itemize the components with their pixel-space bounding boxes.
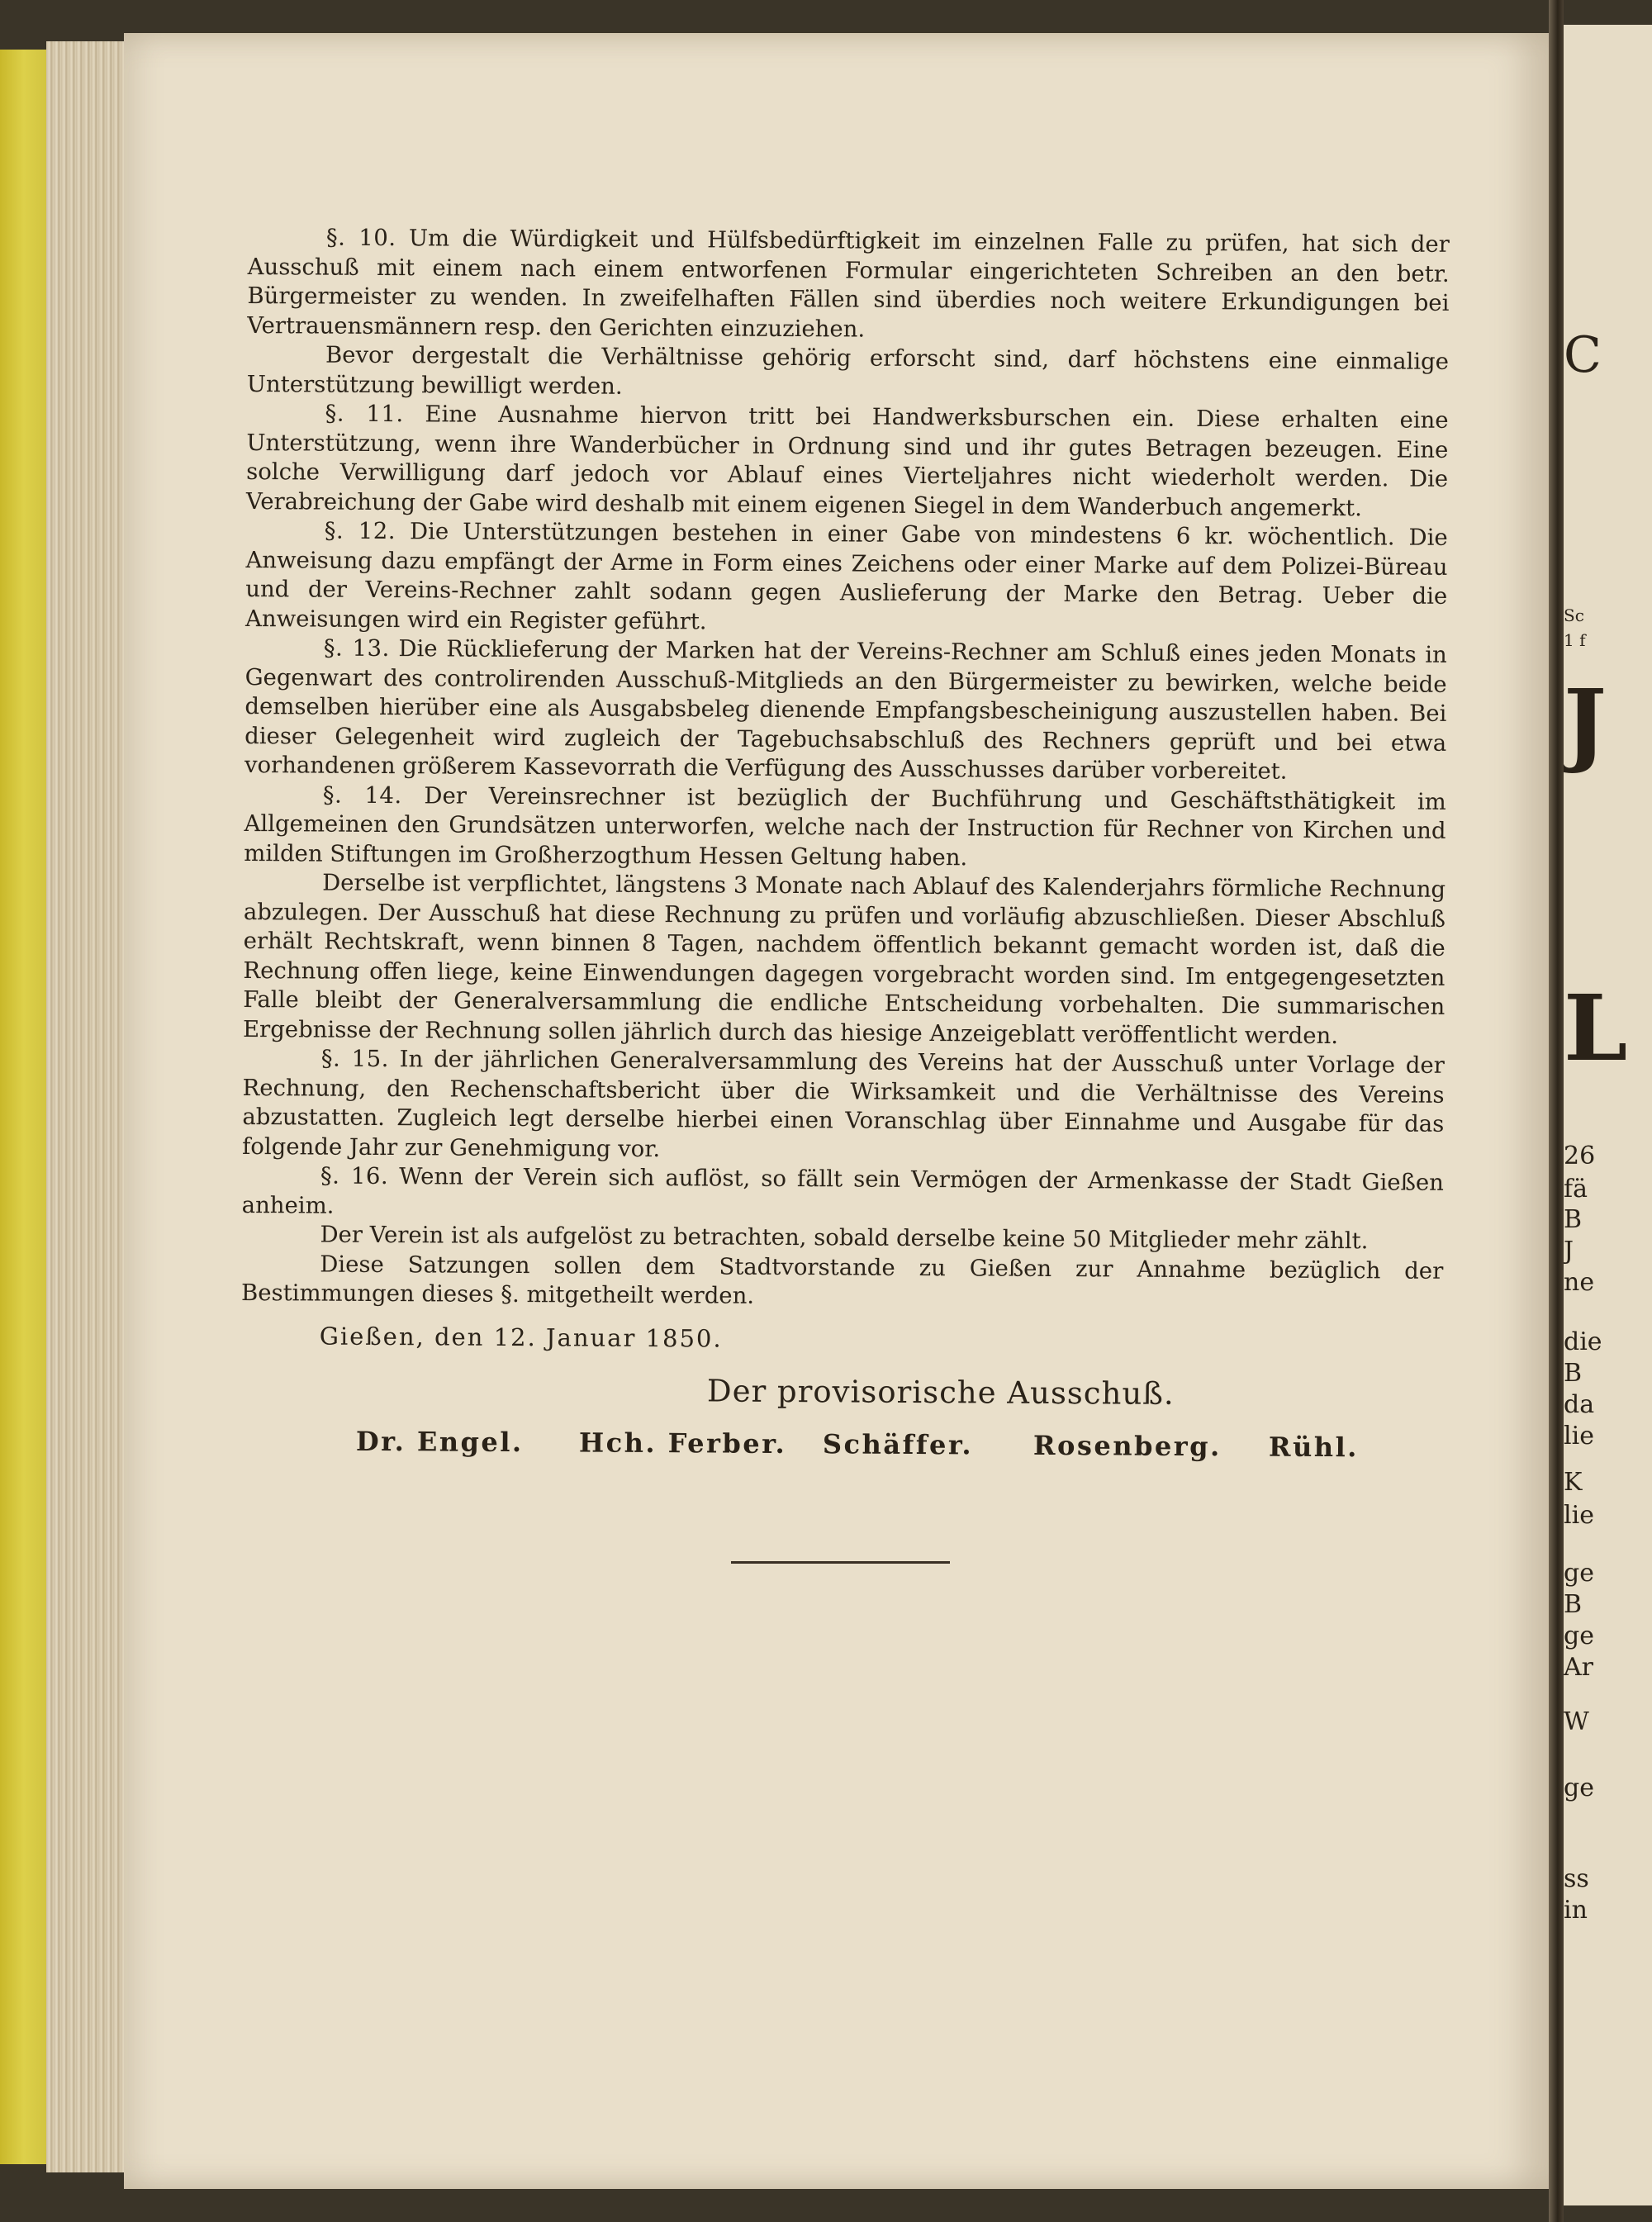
paragraph-number: §. 12. (324, 517, 396, 545)
paragraph-number: §. 11. (325, 400, 404, 428)
signature: Rosenberg. (1032, 1429, 1222, 1462)
right-page-text: 26 (1564, 1142, 1596, 1170)
signatures-row (240, 1426, 1442, 1491)
book-gutter (1549, 0, 1564, 2222)
right-page-text: J (1564, 669, 1607, 776)
right-page-text: ge (1564, 1773, 1594, 1802)
paragraph-body: In der jährlichen Generalversammlung des Vereins hat der Ausschuß unter Vorlage der Rechnung, den Rechenschaftsbericht über die Wirksamkeit und die Verhältnisse des Vereins abzustatten. Zugleich legt derselbe hierbei einen Voranschlag über Einnahme und Ausgabe für das folgende Jahr zur Genehmigung vor. (242, 1046, 1445, 1162)
paragraph-11 (246, 399, 1449, 524)
paragraph-number: §. 15. (320, 1045, 389, 1073)
paragraph-14 (244, 780, 1446, 875)
dateline: Gießen, den 12. Januar 1850. (319, 1322, 723, 1353)
paragraph-body: Diese Satzungen sollen dem Stadtvorstande zu Gießen zur Annahme bezüglich der Bestimmungen dieses §. mitgetheilt werden. (240, 1251, 1444, 1309)
paragraph-body: Die Rücklieferung der Marken hat der Vereins-Rechner am Schluß eines jeden Monats in Gegenwart des controlirenden Ausschuß-Mitglieds an den Bürgermeister zu bewirken, welche beide demselben hierüber eine als Ausgabsbeleg dienende Empfangsbescheinigung auszustellen haben. Bei dieser Gelegenheit wird zugleich der Tagebuchsabschluß des Rechners geprüft und bei etwa vorhandenen größerem Kassevorrath die Verfügung des Ausschusses darüber vorbereitet. (244, 635, 1447, 785)
right-page-text: W (1564, 1707, 1589, 1736)
right-page-text: J (1564, 1237, 1574, 1265)
paragraph-number: §. 13. (323, 634, 390, 662)
right-page-fragment (1564, 25, 1652, 2205)
right-page-text: die (1564, 1327, 1602, 1356)
right-page-text: B (1564, 1590, 1583, 1619)
paragraph-15 (242, 1044, 1445, 1169)
signature: Schäffer. (822, 1427, 974, 1460)
right-page-text: K (1564, 1468, 1583, 1497)
paragraph-number: §. 14. (322, 781, 402, 809)
right-page-text: Ar (1564, 1653, 1594, 1682)
paragraph-body: Derselbe ist verpflichtet, längstens 3 Monate nach Ablauf des Kalenderjahrs förmliche Rechnung abzulegen. Der Ausschuß hat diese Rechnung zu prüfen und vorläufig abzuschließen. Dieser Abschluß erhält Rechtskraft, wenn binnen 8 Tagen, nachdem öffentlich bekannt gemacht worden ist, daß die Rechnung offen liege, keine Einwendungen dagegen vorgebracht worden sind. Im entgegengesetzten Falle bleibt der Generalversammlung die endliche Entscheidung vorbehalten. Die summarischen Ergebnisse der Rechnung sollen jährlich durch das hiesige Anzeigeblatt veröffentlicht werden. (242, 869, 1446, 1049)
right-page-text: lie (1564, 1422, 1594, 1450)
paragraph-number: §. 16. (320, 1162, 389, 1190)
right-page-text: ss (1564, 1864, 1589, 1893)
right-page-text: L (1564, 975, 1628, 1081)
paragraph-10-continued (247, 340, 1449, 406)
paragraph-12 (245, 516, 1448, 641)
paragraph-13 (244, 634, 1447, 787)
paragraph-body: Eine Ausnahme hiervon tritt bei Handwerksburschen ein. Diese erhalten eine Unterstützung, wenn ihre Wanderbücher in Ordnung sind und ihr gutes Betragen bezeugen. Eine solche Verwilligung darf jedoch vor Ablauf eines Vierteljahres nicht wiederholt werden. Die Verabreichung der Gabe wird deshalb mit einem eigenen Siegel in dem Wanderbuch angemerkt. (245, 401, 1449, 521)
committee-heading: Der provisorische Ausschuß. (706, 1373, 1175, 1412)
paragraph-10 (247, 223, 1450, 348)
right-page-text: C (1564, 326, 1602, 384)
right-page-text: B (1564, 1205, 1583, 1234)
closing-rule (731, 1561, 950, 1564)
right-page-text: Sc (1564, 605, 1584, 625)
paragraph-body: Um die Würdigkeit und Hülfsbedürftigkeit im einzelnen Falle zu prüfen, hat sich der Ausschuß mit einem nach einem entworfenen Formular eingerichteten Schreiben an den betr. Bürgermeister zu wenden. In zweifelhaften Fällen sind überdies noch weitere Erkundigungen bei Vertrauensmännern resp. den Gerichten einzuziehen. (247, 225, 1450, 343)
right-page-text: ne (1564, 1268, 1595, 1297)
paragraph-14-continued (243, 868, 1446, 1052)
right-page-text: lie (1564, 1501, 1594, 1530)
paragraph-16 (242, 1161, 1444, 1227)
closing-paragraph (241, 1249, 1443, 1315)
right-page-text: ge (1564, 1559, 1594, 1588)
paragraph-body: Die Unterstützungen bestehen in einer Gabe von mindestens 6 kr. wöchentlich. Die Anweisung dazu empfängt der Arme in Form eines Zeichens oder einer Marke auf dem Polizei-Büreau und der Vereins-Rechner zahlt sodann gegen Auslieferung der Marke den Betrag. Ueber die Anweisungen wird ein Register geführt. (244, 518, 1448, 634)
paragraph-body: Bevor dergestalt die Verhältnisse gehörig erforscht sind, darf höchstens eine einmalige Unterstützung bewilligt werden. (246, 341, 1450, 400)
signature: Hch. Ferber. (578, 1426, 787, 1460)
statute-text-block (240, 223, 1450, 1491)
paragraph-body: Wenn der Verein sich auflöst, so fällt sein Vermögen der Armenkasse der Stadt Gießen anheim. (241, 1163, 1445, 1219)
signature: Dr. Engel. (355, 1425, 524, 1458)
paragraph-number: §. 10. (325, 224, 396, 252)
paragraph-body: Der Vereinsrechner ist bezüglich der Buchführung und Geschäftsthätigkeit im Allgemeinen den Grundsätzen unterworfen, welche nach der Instruction für Rechner von Kirchen und milden Stiftungen im Großherzogthum Hessen Geltung haben. (244, 781, 1446, 871)
right-page-text: in (1564, 1896, 1588, 1925)
right-page-text: fä (1564, 1175, 1588, 1204)
paragraph-body: Der Verein ist als aufgelöst zu betrachten, sobald derselbe keine 50 Mitglieder mehr zählt. (320, 1221, 1369, 1255)
right-page-text: 1 f (1564, 630, 1586, 650)
right-page-text: ge (1564, 1621, 1594, 1650)
right-page-text: B (1564, 1359, 1583, 1388)
signature: Rühl. (1268, 1431, 1360, 1463)
right-page-text: da (1564, 1390, 1595, 1419)
